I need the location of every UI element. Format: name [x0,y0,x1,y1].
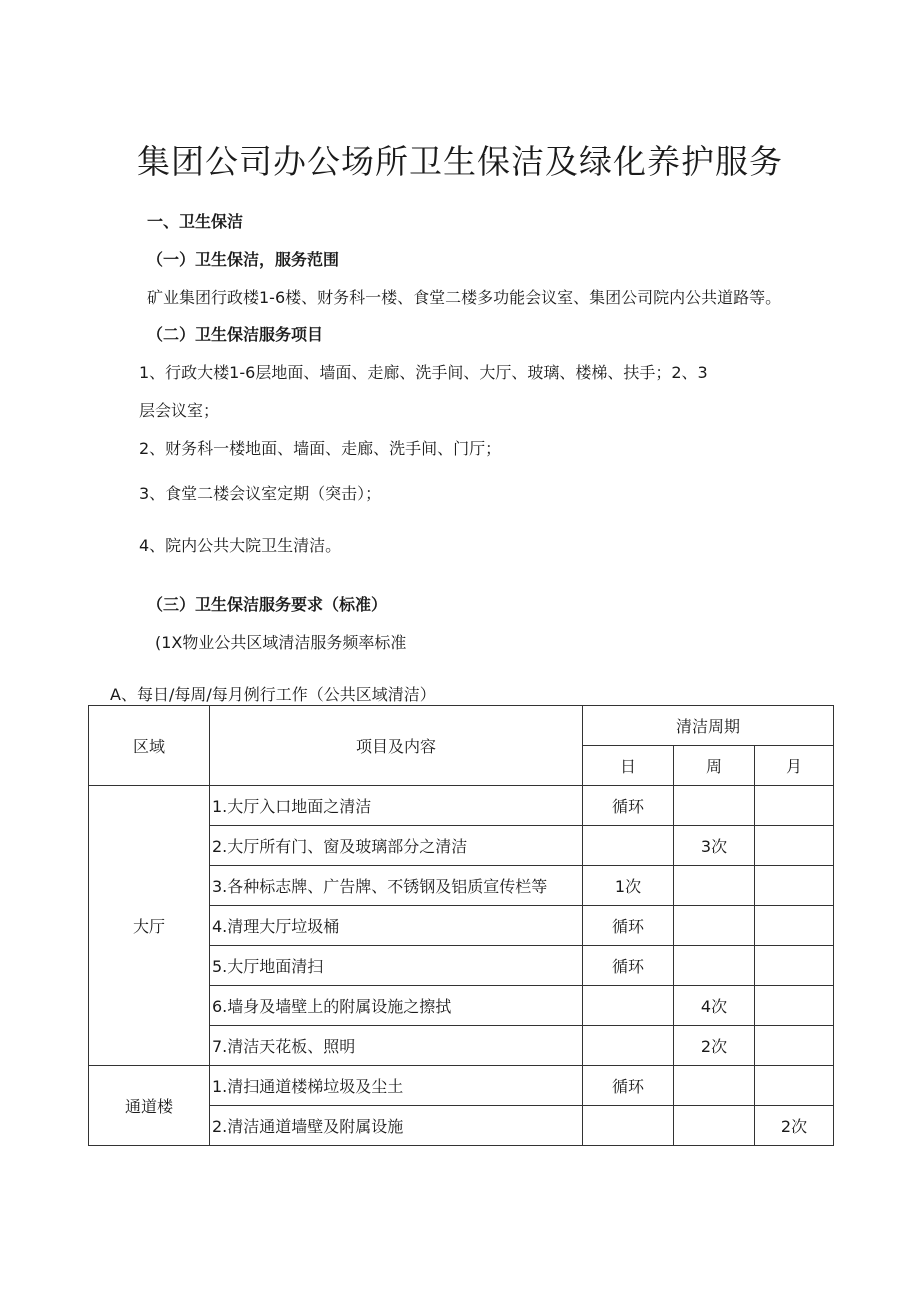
table-caption: A、每日/每周/每月例行工作（公共区域清洁） [110,685,436,704]
row-item: 1.清扫通道楼梯垃圾及尘土 [210,1066,583,1106]
header-month: 月 [755,746,834,786]
row-item: 1.大厅入口地面之清洁 [210,786,583,826]
row-week [674,866,755,906]
row-day: 循环 [583,786,674,826]
table-row [89,786,834,826]
row-week: 4次 [674,986,755,1026]
row-day: 循环 [583,946,674,986]
row-item: 2.大厅所有门、窗及玻璃部分之清洁 [210,826,583,866]
item-1-line-2: 层会议室； [139,401,220,420]
item-3: 3、食堂二楼会议室定期（突击）； [139,484,382,503]
row-item: 3.各种标志牌、广告牌、不锈钢及铝质宣传栏等 [210,866,583,906]
cleaning-schedule-table [88,705,834,1146]
header-item: 项目及内容 [210,706,583,786]
row-month [755,826,834,866]
subheading-standards: （三）卫生保洁服务要求（标准） [147,595,388,614]
page-title: 集团公司办公场所卫生保洁及绿化养护服务 [137,142,783,181]
row-month [755,986,834,1026]
row-item: 5.大厅地面清扫 [210,946,583,986]
row-item: 6.墙身及墙壁上的附属设施之擦拭 [210,986,583,1026]
row-day [583,1106,674,1146]
row-day: 循环 [583,1066,674,1106]
row-month [755,1066,834,1106]
header-week: 周 [674,746,755,786]
subheading-scope: （一）卫生保洁，服务范围 [147,250,340,269]
row-day [583,986,674,1026]
scope-text: 矿业集团行政楼1-6楼、财务科一楼、食堂二楼多功能会议室、集团公司院内公共道路等。 [147,288,782,307]
row-item: 4.清理大厅垃圾桶 [210,906,583,946]
table-row [89,1066,834,1106]
item-1-line-1: 1、行政大楼1-6层地面、墙面、走廊、洗手间、大厅、玻璃、楼梯、扶手；2、3 [139,363,708,382]
item-4: 4、院内公共大院卫生清洁。 [139,536,342,555]
row-day: 循环 [583,906,674,946]
row-month [755,866,834,906]
row-month [755,786,834,826]
row-week: 3次 [674,826,755,866]
row-day: 1次 [583,866,674,906]
row-month [755,1026,834,1066]
row-item: 2.清洁通道墙壁及附属设施 [210,1106,583,1146]
section-heading-sanitation: 一、卫生保洁 [147,212,244,231]
standard-text: (1X物业公共区域清洁服务频率标准 [155,633,407,652]
row-day [583,1026,674,1066]
row-week [674,1106,755,1146]
header-cycle: 清洁周期 [583,706,834,746]
row-week [674,946,755,986]
row-week [674,786,755,826]
row-week: 2次 [674,1026,755,1066]
row-week [674,906,755,946]
row-month [755,906,834,946]
subheading-items: （二）卫生保洁服务项目 [147,325,324,344]
row-item: 7.清洁天花板、照明 [210,1026,583,1066]
header-area: 区域 [89,706,210,786]
group-label-lobby: 大厅 [89,786,210,1066]
row-month [755,946,834,986]
row-month: 2次 [755,1106,834,1146]
item-2: 2、财务科一楼地面、墙面、走廊、洗手间、门厅； [139,439,502,458]
header-day: 日 [583,746,674,786]
row-week [674,1066,755,1106]
group-label-stairway: 通道楼 [89,1066,210,1146]
row-day [583,826,674,866]
